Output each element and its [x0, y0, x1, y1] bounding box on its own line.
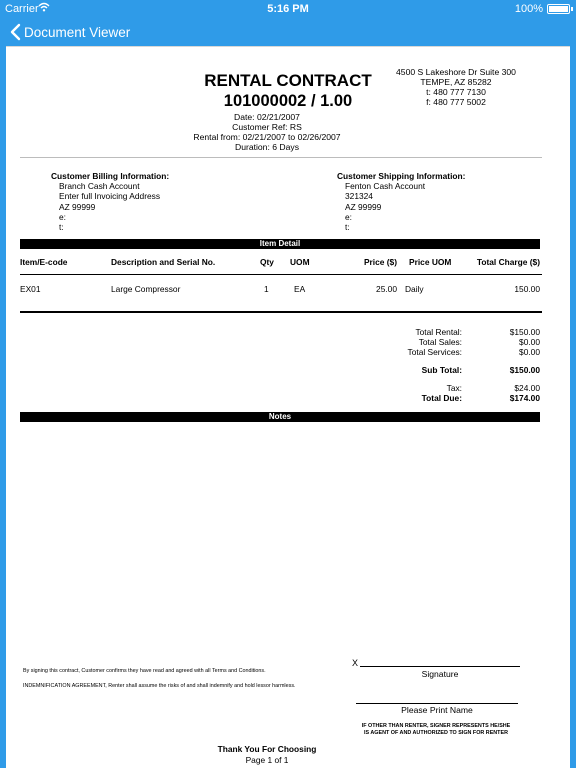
signature-label: Signature [421, 669, 459, 679]
item-price: 25.00 [376, 284, 397, 294]
tax-label: Tax: [446, 383, 462, 393]
column-header-code: Item/E-code [20, 257, 68, 267]
billing-line: t: [59, 222, 64, 233]
back-button-label: Document Viewer [24, 24, 131, 40]
table-header-divider [20, 274, 542, 275]
header-divider [20, 157, 542, 158]
billing-heading: Customer Billing Information: [51, 171, 170, 181]
contract-date: Date: 02/21/2007 [234, 112, 300, 122]
back-button[interactable] [8, 22, 130, 42]
total-sales-label: Total Sales: [418, 337, 462, 347]
signature-x-mark: X [352, 658, 359, 668]
navigation-bar [0, 18, 576, 46]
chevron-left-icon [8, 22, 24, 42]
subtotal-value: $150.00 [509, 365, 540, 375]
battery-icon [547, 4, 570, 14]
item-detail-bar: Item Detail [20, 239, 540, 249]
item-qty: 1 [264, 284, 269, 294]
rental-period: Rental from: 02/21/2007 to 02/26/2007 [193, 132, 341, 142]
agent-note-line2: IS AGENT OF AND AUTHORIZED TO SIGN FOR RENTER [364, 730, 508, 736]
page-indicator: Page 1 of 1 [245, 755, 289, 765]
shipping-line: e: [345, 211, 352, 222]
column-header-qty: Qty [260, 257, 274, 267]
company-fax: f: 480 777 5002 [426, 97, 486, 107]
subtotal-label: Sub Total: [421, 365, 462, 375]
item-description: Large Compressor [111, 284, 181, 294]
status-time: 5:16 PM [267, 3, 309, 15]
billing-line: Branch Cash Account [59, 181, 140, 192]
item-price-uom: Daily [405, 284, 424, 294]
agent-note-line1: IF OTHER THAN RENTER, SIGNER REPRESENTS HE/SHE [361, 723, 511, 729]
total-due-value: $174.00 [509, 393, 540, 403]
item-total: 150.00 [514, 284, 540, 294]
total-services-label: Total Services: [407, 347, 462, 357]
carrier-label: Carrier [5, 3, 39, 15]
item-uom: EA [294, 284, 306, 294]
total-due-label: Total Due: [421, 393, 462, 403]
company-address-line1: 4500 S Lakeshore Dr Suite 300 [396, 67, 516, 77]
billing-line: Enter full Invoicing Address [59, 191, 161, 202]
billing-line: AZ 99999 [59, 201, 96, 212]
column-header-description: Description and Serial No. [111, 257, 216, 267]
column-header-uom: UOM [290, 257, 310, 267]
shipping-info [337, 171, 465, 232]
table-row [6, 284, 570, 296]
status-bar [0, 0, 576, 18]
rental-duration: Duration: 6 Days [234, 142, 299, 152]
column-header-price: Price ($) [363, 257, 397, 267]
column-header-price-uom: Price UOM [409, 257, 452, 267]
item-code: EX01 [20, 284, 41, 294]
billing-line: e: [59, 211, 66, 222]
company-address-line2: TEMPE, AZ 85282 [420, 77, 492, 87]
signature-line[interactable] [360, 666, 520, 667]
indemnification-statement: INDEMNIFICATION AGREEMENT, Renter shall assume the risks of and shall indemnify and hold lessor harmless. [23, 683, 296, 689]
print-name-line[interactable] [356, 703, 518, 704]
print-name-label: Please Print Name [401, 705, 473, 715]
billing-info [51, 171, 169, 232]
terms-statement: By signing this contract, Customer confirms they have read and agreed with all Terms and Conditions. [23, 668, 266, 674]
thank-you-text: Thank You For Choosing [217, 744, 317, 754]
battery-nub [571, 7, 573, 11]
total-rental-label: Total Rental: [415, 327, 462, 337]
total-rental-value: $150.00 [509, 327, 540, 337]
company-phone: t: 480 777 7130 [426, 87, 486, 97]
document-page[interactable] [6, 46, 570, 768]
tax-value: $24.00 [514, 383, 540, 393]
shipping-line: t: [345, 222, 350, 233]
total-sales-value: $0.00 [519, 337, 540, 347]
column-header-total: Total Charge ($) [476, 257, 540, 267]
shipping-line: 321324 [345, 191, 373, 202]
customer-ref: Customer Ref: RS [232, 122, 302, 132]
shipping-line: AZ 99999 [345, 201, 382, 212]
document-title: RENTAL CONTRACT [204, 71, 372, 90]
table-bottom-divider [20, 311, 542, 313]
shipping-heading: Customer Shipping Information: [337, 171, 466, 181]
shipping-line: Fenton Cash Account [345, 181, 426, 192]
total-services-value: $0.00 [519, 347, 540, 357]
battery-percent: 100% [514, 3, 543, 15]
notes-bar: Notes [20, 412, 540, 422]
contract-number: 101000002 / 1.00 [223, 92, 353, 110]
